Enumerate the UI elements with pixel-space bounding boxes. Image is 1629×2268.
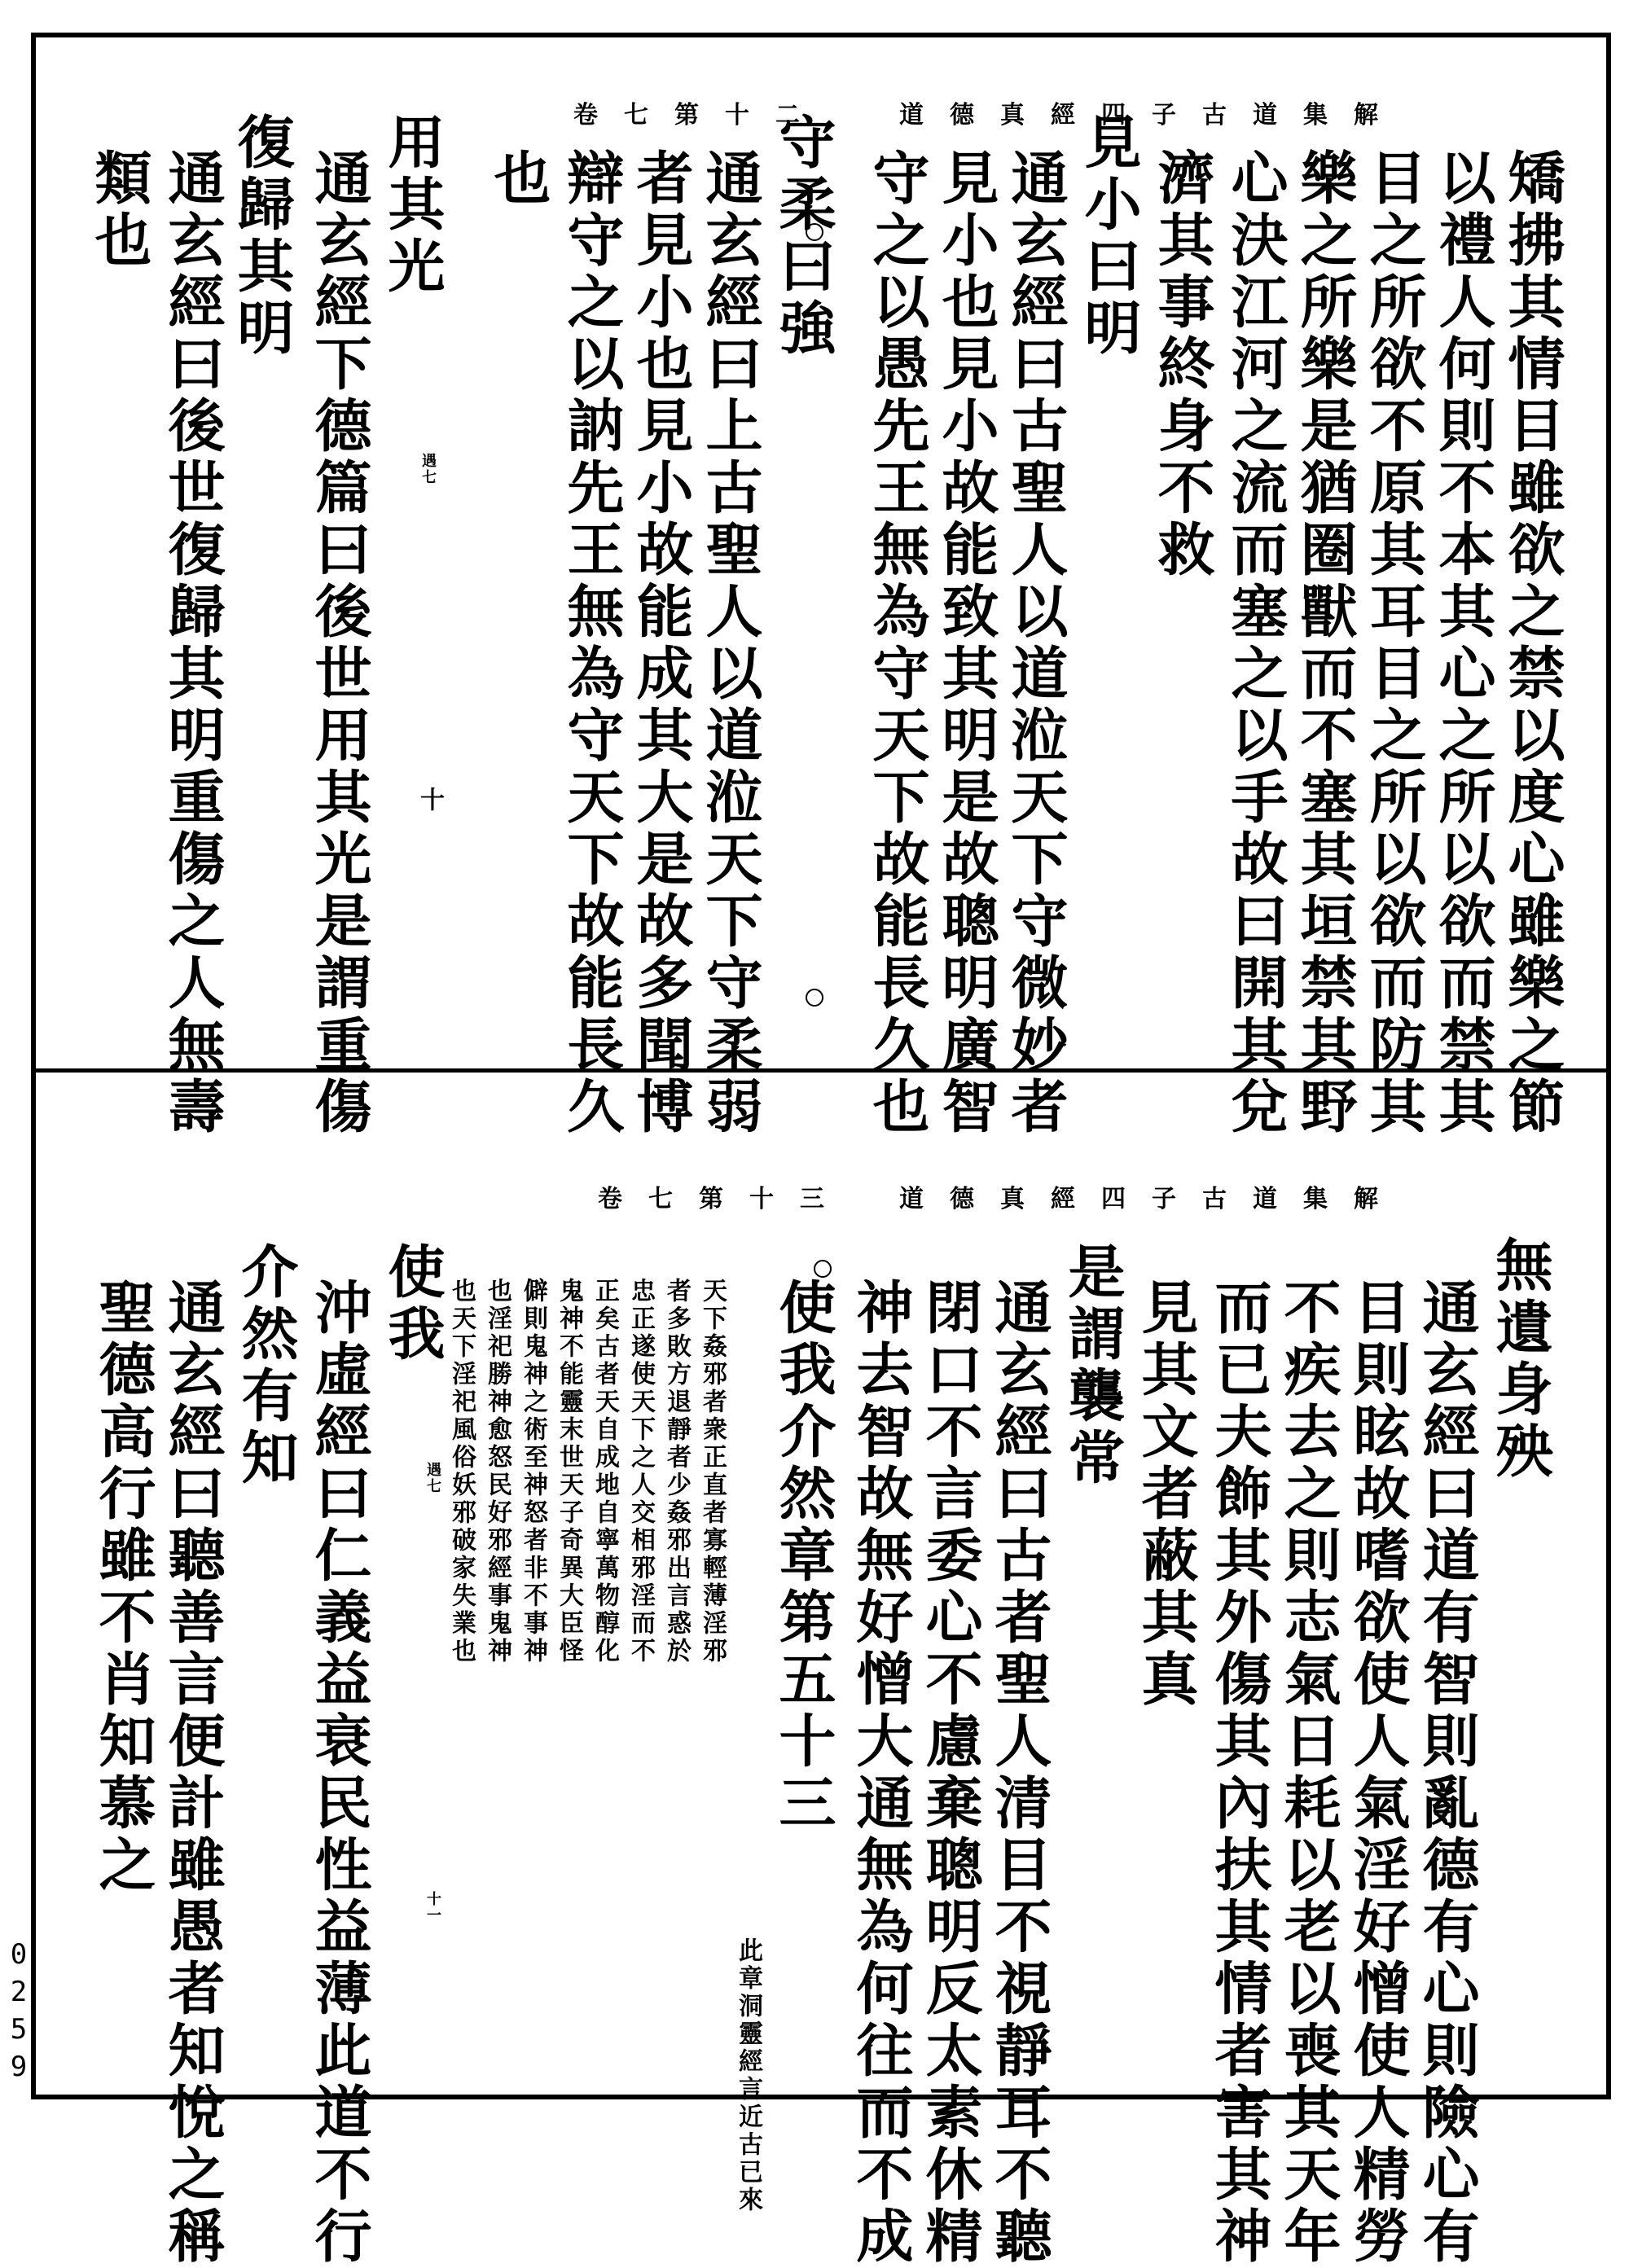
- top-half-page: [36, 37, 1606, 1138]
- chapter-title-column: 使我介然章第五十三: [770, 1278, 837, 1835]
- text-column: 守之以愚先王無為守天下故能長久也: [863, 148, 931, 1138]
- bottom-header-juan: 卷七第十三: [598, 1185, 850, 1213]
- marginal-note: 遇七: [424, 1462, 441, 1494]
- text-column: 聖德高行雖不肖知慕之: [90, 1278, 157, 1897]
- text-column: 不疾去之則志氣日耗以老以喪其天年: [1275, 1278, 1342, 2268]
- heading-column: 濟其事終身不救: [1148, 148, 1216, 581]
- heading-column: 是謂襲常: [1059, 1242, 1126, 1489]
- commentary-column: 也天下淫祀風俗妖邪破家失業也: [447, 1278, 476, 1665]
- commentary-column: 鬼神不能靈末世天子奇異大臣怪: [555, 1278, 583, 1665]
- text-column: 通玄經曰後世復歸其明重傷之人無壽: [159, 148, 226, 1138]
- text-column: 通玄經下德篇曰後世用其光是謂重傷: [305, 148, 373, 1138]
- heading-column: 見小曰明: [1075, 112, 1143, 360]
- text-column: 通玄經曰道有智則亂德有心則險心有: [1413, 1278, 1481, 2268]
- text-column: 沖虛經曰仁義益衰民性益薄此道不行: [305, 1278, 373, 2268]
- top-header-juan: 卷七第十二: [573, 101, 826, 129]
- commentary-column: 忠正遂使天下之人交相邪淫而不: [626, 1278, 655, 1665]
- commentary-column: 者多敗方退靜者少姦邪出言惑於: [662, 1278, 691, 1665]
- bottom-running-header: [36, 1178, 1606, 1211]
- commentary-column: 天下姦邪者衆正直者寡輕薄淫邪: [698, 1278, 727, 1665]
- commentary-column: 此章洞靈經言近古已來: [734, 1937, 762, 2214]
- commentary-column: 正矣古者天自成地自寧萬物醇化: [591, 1278, 619, 1665]
- text-column: 神去智故無好憎大通無為何往而不成: [847, 1278, 915, 2268]
- text-column: 目之所欲不原其耳目之所以欲而防其: [1360, 148, 1428, 1138]
- marginal-note: 遇七: [419, 453, 437, 485]
- text-column: 通玄經曰古者聖人清目不視靜耳不聽: [986, 1278, 1053, 2268]
- text-column: 也: [485, 148, 552, 210]
- heading-column: 無遺身殃: [1486, 1235, 1554, 1483]
- page-number: 0259: [2, 1938, 35, 2088]
- heading-column: 守柔曰強: [770, 112, 837, 360]
- heading-column: 用其光: [379, 112, 446, 298]
- text-column: 而已夫飾其外傷其內扶其情者害其神: [1205, 1278, 1273, 2268]
- punctuation-circle: [814, 1260, 832, 1278]
- commentary-column: 僻則鬼神之術至神怒者非不事神: [519, 1278, 547, 1665]
- text-column: 閉口不言委心不慮棄聰明反太素休精: [916, 1278, 984, 2268]
- text-column: 見小也見小故能致其明是故聰明廣智: [933, 148, 1000, 1138]
- marginal-note: 十一: [424, 1891, 441, 1924]
- text-column: 心決江河之流而塞之以手故曰開其兌: [1222, 148, 1289, 1138]
- text-column: 通玄經曰上古聖人以道涖天下守柔弱: [696, 148, 764, 1138]
- text-column: 樂之所樂是猶圈獸而不塞其垣禁其野: [1291, 148, 1359, 1138]
- top-header-title: 道德真經四子古道集解: [899, 101, 1404, 129]
- heading-column: 使我: [379, 1242, 446, 1366]
- text-column: 通玄經曰古聖人以道涖天下守微妙者: [1002, 148, 1069, 1138]
- commentary-column: 也淫祀勝神愈怒民好邪經事鬼神: [483, 1278, 512, 1665]
- text-column: 以禮人何則不本其心之所以欲而禁其: [1429, 148, 1497, 1138]
- marginal-mark: 十: [415, 787, 444, 814]
- text-column: 辯守之以訥先王無為守天下故能長久: [558, 148, 626, 1138]
- text-column: 類也: [86, 148, 153, 272]
- punctuation-circle: [806, 989, 823, 1007]
- bottom-half-page: [36, 1073, 1606, 2268]
- text-column: 者見小也見小故能成其大是故多聞博: [627, 148, 695, 1138]
- heading-column: 介然有知: [232, 1242, 300, 1489]
- heading-column: 復歸其明: [228, 112, 296, 360]
- text-column: 通玄經曰聽善言便計雖愚者知悅之稱: [159, 1278, 226, 2268]
- heading-column: 見其文者蔽其真: [1132, 1278, 1200, 1711]
- text-column: 矯拂其情目雖欲之禁以度心雖樂之節: [1499, 148, 1566, 1138]
- text-column: 目則眩故嗜欲使人氣淫好憎使人精勞: [1344, 1278, 1412, 2268]
- punctuation-circle: [806, 223, 823, 241]
- bottom-header-title: 道德真經四子古道集解: [899, 1185, 1404, 1213]
